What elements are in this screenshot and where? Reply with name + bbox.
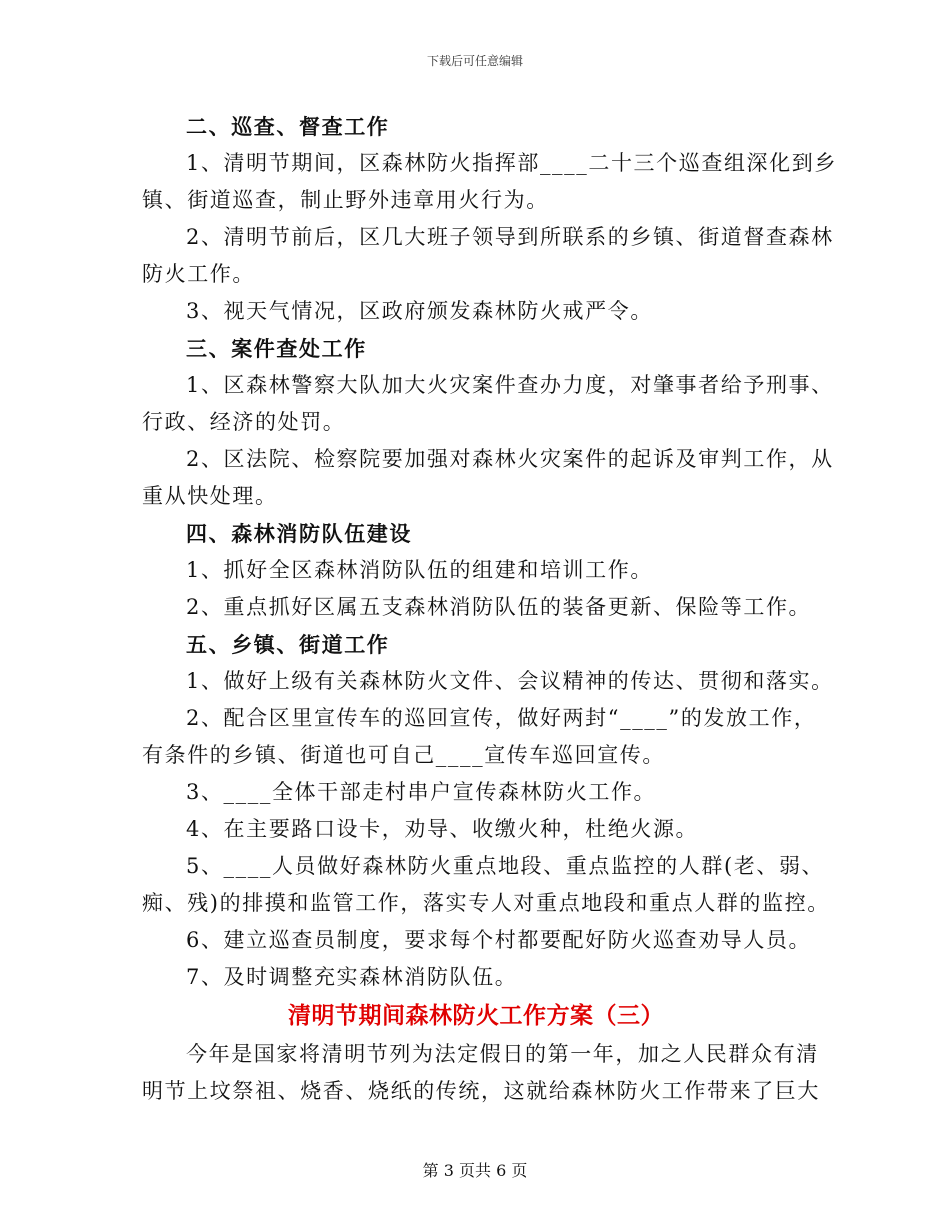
paragraph-line: 重从快处理。 bbox=[142, 484, 278, 508]
page-footer: 第 3 页共 6 页 bbox=[422, 1161, 528, 1180]
paragraph-line: 5、____人员做好森林防火重点地段、重点监控的人群(老、弱、 bbox=[186, 854, 825, 878]
paragraph-line: 2、配合区里宣传车的巡回宣传，做好两封“____”的发放工作， bbox=[186, 706, 817, 730]
paragraph-line: 6、建立巡查员制度，要求每个村都要配好防火巡查劝导人员。 bbox=[186, 928, 812, 952]
paragraph-line: 3、____全体干部走村串户宣传森林防火工作。 bbox=[186, 780, 657, 804]
paragraph-line: 7、及时调整充实森林消防队伍。 bbox=[186, 965, 518, 989]
section-heading-patrol: 二、巡查、督查工作 bbox=[186, 114, 390, 139]
paragraph-line: 明节上坟祭祖、烧香、烧纸的传统，这就给森林防火工作带来了巨大 bbox=[142, 1079, 820, 1103]
paragraph-line: 镇、街道巡查，制止野外违章用火行为。 bbox=[142, 188, 549, 212]
paragraph-line: 1、做好上级有关森林防火文件、会议精神的传达、贯彻和落实。 bbox=[186, 669, 834, 693]
paragraph-line: 痴、残)的排摸和监管工作，落实专人对重点地段和重点人群的监控。 bbox=[142, 891, 830, 915]
paragraph-line: 今年是国家将清明节列为法定假日的第一年，加之人民群众有清 bbox=[186, 1042, 819, 1066]
paragraph-line: 行政、经济的处罚。 bbox=[142, 410, 346, 434]
paragraph-line: 4、在主要路口设卡，劝导、收缴火种，杜绝火源。 bbox=[186, 817, 699, 841]
section-heading-towns: 五、乡镇、街道工作 bbox=[186, 632, 390, 657]
paragraph-line: 2、清明节前后，区几大班子领导到所联系的乡镇、街道督查森林 bbox=[186, 225, 834, 249]
document-section-title: 清明节期间森林防火工作方案（三） bbox=[288, 1002, 664, 1029]
paragraph-line: 1、区森林警察大队加大火灾案件查办力度，对肇事者给予刑事、 bbox=[186, 373, 834, 397]
paragraph-line: 防火工作。 bbox=[142, 262, 255, 286]
paragraph-line: 3、视天气情况，区政府颁发森林防火戒严令。 bbox=[186, 299, 653, 323]
paragraph-line: 1、清明节期间，区森林防火指挥部____二十三个巡查组深化到乡 bbox=[186, 151, 837, 175]
paragraph-line: 2、重点抓好区属五支森林消防队伍的装备更新、保险等工作。 bbox=[186, 595, 812, 619]
section-heading-cases: 三、案件查处工作 bbox=[186, 336, 367, 361]
paragraph-line: 2、区法院、检察院要加强对森林火灾案件的起诉及审判工作，从 bbox=[186, 447, 834, 471]
section-heading-fire-brigade: 四、森林消防队伍建设 bbox=[186, 521, 412, 546]
paragraph-line: 有条件的乡镇、街道也可自己____宣传车巡回宣传。 bbox=[142, 743, 665, 767]
document-body bbox=[142, 108, 837, 1110]
page-header: 下载后可任意编辑 bbox=[426, 54, 523, 68]
paragraph-line: 1、抓好全区森林消防队伍的组建和培训工作。 bbox=[186, 558, 653, 582]
